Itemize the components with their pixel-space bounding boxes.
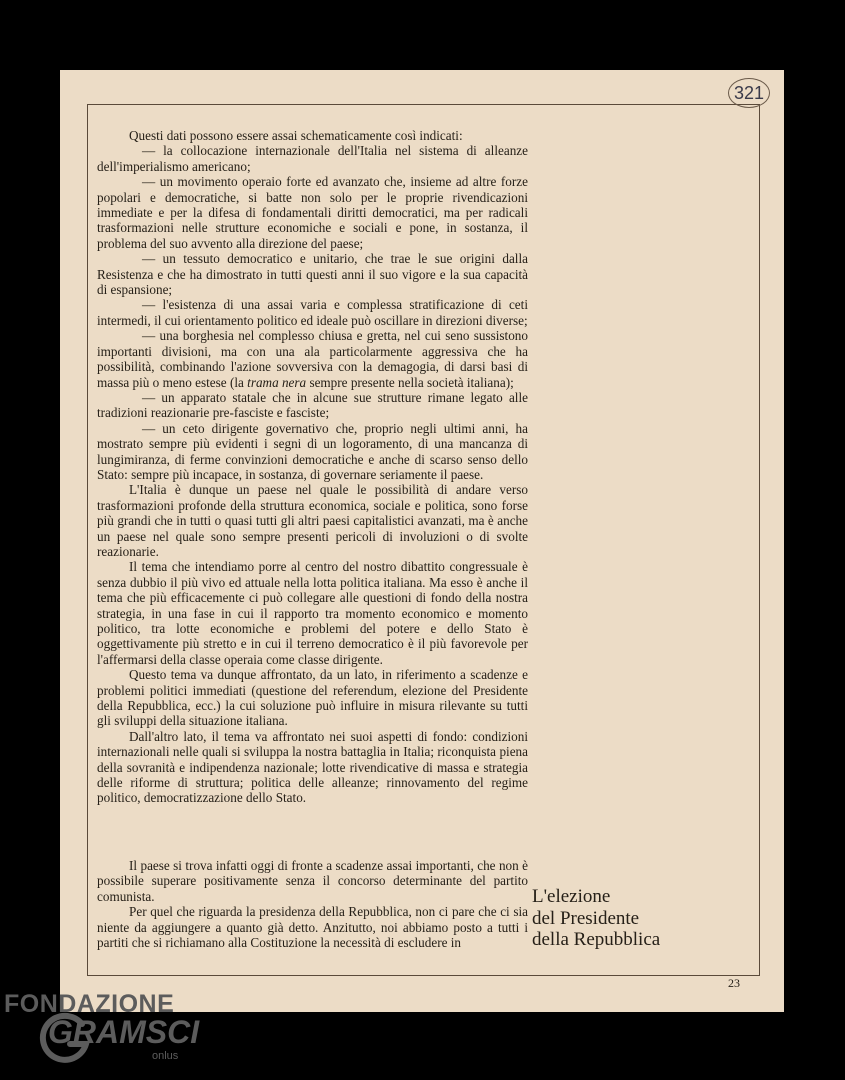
- list-item: — un movimento operaio forte ed avanzato che, insieme ad altre forze popolari e democratiche, si batte non solo per le proprie rivendicazioni immediate e per la difesa di fondamentali diritti democratici, ma per radicali trasformazioni nelle strutture economiche e sociali e pone, in sostanza, il problema del suo avvento alla direzione del paese;: [97, 174, 528, 251]
- logo-text-gramsci: GRAMSCI: [48, 1014, 200, 1050]
- list-item: — una borghesia nel complesso chiusa e gretta, nel cui seno sussistono importanti divisioni, ma con una ala particolarmente aggressiva che ha possibilità, combinando l'azione sovversiva con la demagogia, di darsi basi di massa più o meno estese (la trama nera sempre presente nella società italiana);: [97, 328, 528, 390]
- section-two-text: [97, 858, 528, 950]
- paragraph: Il paese si trova infatti oggi di fronte a scadenze assai importanti, che non è possibile superare positivamente senza il concorso determinante del partito comunista.: [97, 858, 528, 904]
- paragraph: L'Italia è dunque un paese nel quale le possibilità di andare verso trasformazioni profonde della struttura economica, sociale e politica, sono forse più grandi che in tutti o quasi tutti gli altri paesi capitalistici avanzati, ma è anche un paese nel quale sono sempre presenti pericoli di involuzioni o di svolte reazionarie.: [97, 482, 528, 559]
- list-item: — un tessuto democratico e unitario, che trae le sue origini dalla Resistenza e che ha dimostrato in tutti questi anni il suo vigore e la sua capacità di espansione;: [97, 251, 528, 298]
- side-heading-line: della Repubblica: [532, 929, 661, 950]
- list-item: — la collocazione internazionale dell'Italia nel sistema di alleanze dell'imperialismo americano;: [97, 143, 528, 174]
- paragraph: Questi dati possono essere assai schematicamente così indicati:: [129, 128, 463, 143]
- paragraph: Questo tema va dunque affrontato, da un lato, in riferimento a scadenze e problemi politici immediati (questione del referendum, elezione del Presidente della Repubblica, ecc.) la cui soluzione può influire in misura rilevante su tutti gli sviluppi della situazione italiana.: [97, 667, 528, 729]
- side-heading-line: L'elezione: [532, 886, 611, 907]
- page-number: 23: [728, 976, 740, 990]
- list-item: — un apparato statale che in alcune sue strutture rimane legato alle tradizioni reazionarie pre-fasciste e fasciste;: [97, 389, 528, 421]
- fondazione-gramsci-logo: [4, 990, 200, 1062]
- logo-text-fondazione: FONDAZIONE: [4, 990, 175, 1018]
- list-item: — un ceto dirigente governativo che, proprio negli ultimi anni, ha mostrato sempre più evidenti i segni di un logoramento, di una mancanza di lungimiranza, di ferme convinzioni democratiche e anche di scarso senso dello Stato: sempre più incapace, in sostanza, di governare seriamente il paese.: [97, 420, 528, 482]
- archive-stamp: 321: [728, 78, 770, 108]
- emphasis-text: trama nera: [247, 374, 307, 390]
- paragraph: Per quel che riguarda la presidenza della Repubblica, non ci pare che ci sia niente da aggiungere a quanto già detto. Anzitutto, noi abbiamo posto a tutti i partiti che si richiamano alla Costituzione la necessità di escludere in: [97, 904, 528, 951]
- document-page: [60, 70, 784, 1012]
- paragraph: Il tema che intendiamo porre al centro del nostro dibattito congressuale è senza dubbio il più vivo ed attuale nella lotta politica italiana. Ma esso è anche il tema che più efficacemente ci può collegare alle questioni di fondo della nostra strategia, in una fase in cui il rapporto tra momento economico e momento politico, tra lotte economiche e problemi del potere e dello Stato è oggettivamente più stretto e in cui il terreno democratico è il più favorevole per l'affermarsi della classe operaia come classe dirigente.: [97, 559, 528, 667]
- main-text-block: [97, 128, 528, 806]
- logo-text-onlus: onlus: [152, 1050, 179, 1062]
- side-heading-line: del Presidente: [532, 907, 640, 929]
- list-item: — l'esistenza di una assai varia e complessa stratificazione di ceti intermedi, il cui orientamento politico ed ideale può oscillare in direzioni diverse;: [97, 297, 528, 328]
- side-heading: [532, 886, 692, 951]
- paragraph: Dall'altro lato, il tema va affrontato nei suoi aspetti di fondo: condizioni internazionali nelle quali si sviluppa la nostra battaglia in Italia; riconquista piena della sovranità e indipendenza nazionale; lotte rivendicative di massa e strategia delle riforme di struttura; politica delle alleanze; rinnovamento del regime politico, democratizzazione dello Stato.: [97, 728, 528, 806]
